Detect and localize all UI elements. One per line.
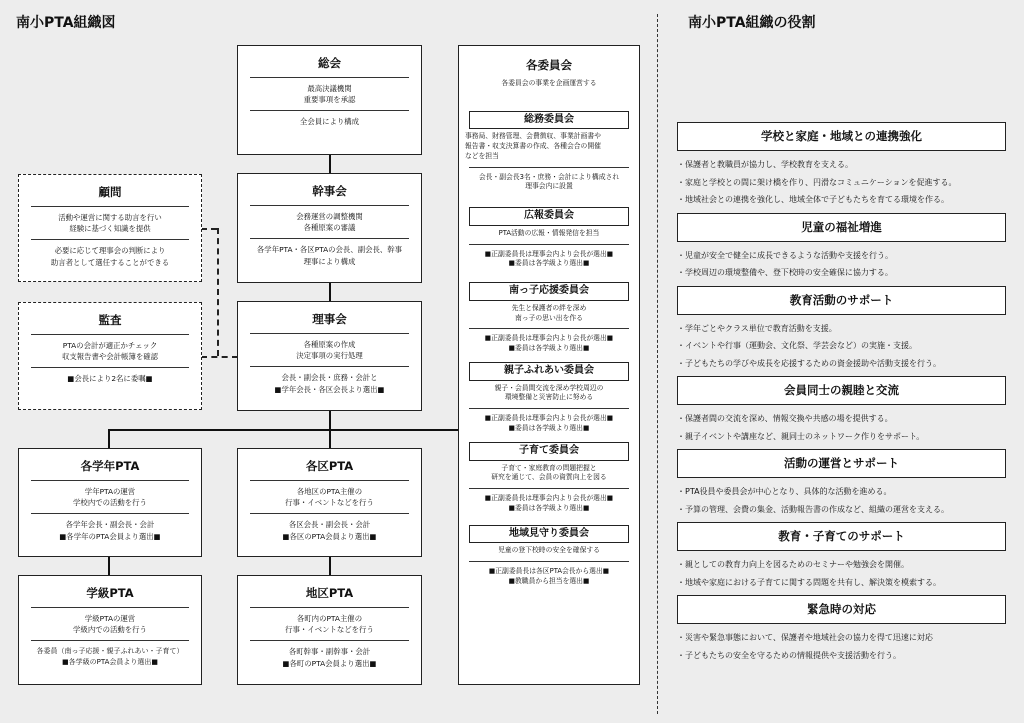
connector-rijikai-bus [329,410,331,430]
committee-mimamori [459,525,639,590]
committee-desc: 親子・会員間交流を深め学校周辺の 環境整備と災害防止に努める [494,383,604,402]
role-item: ・災害や緊急事態において、保護者や地域社会の協力を得て迅速に対応 [677,633,933,642]
committee-title: 親子ふれあい委員会 [469,362,629,381]
committees-title: 各委員会 [526,58,572,72]
committee-divider [469,561,629,562]
gakunen-note: 各学年会長・副会長・会計 ■各学年のPTA会員より選出■ [59,520,161,541]
role-heading: 教育活動のサポート [677,286,1006,315]
role-section [677,595,1006,664]
connector-bus-gakunen [108,430,110,449]
committee-note: ■正副委員長は理事会内より会長が選出■ ■委員は各学級より選出■ [484,494,614,513]
chiku-divider [250,607,409,608]
role-section [677,213,1006,286]
committee-soumu [459,111,639,196]
komon-note: 必要に応じて理事会の判断により 助言者として選任することができる [50,246,170,267]
kansa-divider-2 [31,367,189,368]
committee-desc: 先生と保護者の絆を深め 南っ子の思い出を作る [511,303,587,322]
kakuku-divider [250,480,409,481]
committee-note: ■正副委員長は各区PTA会長から選出■ ■教職員から担当を選出■ [488,567,610,586]
role-item: ・親子イベントや講座など、親同士のネットワーク作りをサポート。 [677,431,925,441]
rijikai-title: 理事会 [312,312,347,326]
connector-horizontal-bus [108,429,460,431]
committee-minamikko [459,282,639,357]
roles-list [677,122,1006,664]
role-heading: 会員同士の親睦と交流 [677,376,1006,405]
komon-title: 顧問 [98,185,122,199]
committee-title: 地域見守り委員会 [469,525,629,544]
role-items [677,478,1006,522]
committee-desc: 児童の登下校時の安全を確保する [498,546,600,555]
kansa-divider [31,334,189,335]
role-item: ・保護者間の交流を深め、情報交換や共感の場を提供する。 [677,414,893,423]
gakunen-desc: 学年PTAの運営 学校内での活動を行う [73,487,147,508]
gakkyu-divider [31,607,189,608]
role-item: ・児童が安全で健全に成長できるような活動や支援を行う。 [677,250,893,260]
rijikai-divider [250,333,409,334]
dashed-connector-kansa-rijikai [201,356,238,358]
kanjikai-divider [250,205,409,206]
kanjikai-title: 幹事会 [312,184,347,198]
role-item: ・イベントや行事（運動会、文化祭、学芸会など）の実施・支援。 [677,341,917,350]
role-heading: 学校と家庭・地域との連携強化 [677,122,1006,151]
committee-title: 子育て委員会 [469,442,629,461]
soukai-note: 全会員により構成 [299,117,360,127]
chiku-box [237,575,422,685]
role-item: ・学校周辺の環境整備や、登下校時の安全確保に協力する。 [677,268,893,277]
role-heading: 活動の運営とサポート [677,449,1006,478]
kanjikai-divider-2 [250,238,409,239]
role-item: ・予算の管理、会費の集金、活動報告書の作成など、組織の運営を支える。 [677,504,949,514]
connector-kakuku-chiku [329,556,331,576]
kansa-desc: PTAの会計が適正かチェック 収支報告書や会計帳簿を確認 [61,341,159,362]
org-chart-title: 南小PTA組織図 [16,15,116,31]
committee-note: ■正副委員長は理事会内より会長が選出■ ■委員は各学級より選出■ [484,414,614,433]
soukai-divider-2 [250,110,409,111]
role-section [677,122,1006,213]
chiku-divider-2 [250,640,409,641]
rijikai-note: 会長・副会長・庶務・会計と ■学年会長・各区会長より選出■ [274,373,385,394]
chiku-desc: 各町内のPTA主催の 行事・イベントなどを行う [285,614,374,635]
gakunen-divider [31,480,189,481]
role-section [677,376,1006,449]
role-item: ・地域社会との連携を強化し、地域全体で子どもたちを育てる環境を作る。 [677,195,949,204]
gakunen-box [18,448,202,557]
role-item: ・子どもたちの安全を守るための情報提供や支援活動を行う。 [677,650,901,660]
role-heading: 児童の福祉増進 [677,213,1006,242]
kanjikai-desc: 会務運営の調整機関 各種原案の審議 [296,212,363,233]
chiku-note: 各町幹事・副幹事・会計 ■各町のPTA会員より選出■ [282,647,377,668]
committee-title: 南っ子応援委員会 [469,282,629,301]
role-item: ・親としての教育力向上を図るためのセミナーや勉強会を開催。 [677,560,909,569]
role-heading: 教育・子育てのサポート [677,522,1006,551]
role-items [677,151,1006,213]
role-item: ・地域や家庭における子育てに関する問題を共有し、解決策を模索する。 [677,577,941,587]
soukai-title: 総会 [318,56,341,70]
kansa-title: 監査 [98,313,122,327]
committees-desc: 各委員会の事業を企画運営する [501,78,597,87]
committee-divider [469,244,629,245]
connector-gakunen-gakkyu [108,556,110,576]
committee-note: ■正副委員長は理事会内より会長が選出■ ■委員は各学級より選出■ [484,249,614,268]
committee-title: 総務委員会 [469,111,629,130]
committee-kouhou [459,207,639,272]
komon-divider-2 [31,239,189,240]
gakkyu-desc: 学級PTAの運営 学級内での活動を行う [73,614,147,635]
role-items [677,405,1006,449]
role-item: ・PTA役員や委員会が中心となり、具体的な活動を進める。 [677,487,892,496]
kansa-note: ■会長により2名に委嘱■ [67,374,153,384]
committee-note: ■正副委員長は理事会内より会長が選出■ ■委員は各学級より選出■ [484,334,614,353]
kakuku-divider-2 [250,513,409,514]
rijikai-desc: 各種原案の作成 決定事項の実行処理 [296,340,363,361]
committee-divider [469,167,629,168]
committee-title: 広報委員会 [469,207,629,226]
role-item: ・保護者と教職員が協力し、学校教育を支える。 [677,160,853,169]
committee-oyako [459,362,639,437]
role-heading: 緊急時の対応 [677,595,1006,624]
role-item: ・学年ごとやクラス単位で教育活動を支援。 [677,323,837,333]
dashed-connector-vertical [217,228,219,356]
rijikai-box [237,301,422,411]
gakkyu-note: 各委員（南っ子応援・親子ふれあい・子育て） ■各学級のPTA会員より選出■ [36,647,184,666]
kakuku-note: 各区会長・副会長・会計 ■各区のPTA会員より選出■ [282,520,377,541]
role-item: ・子どもたちの学びや成長を応援するための資金援助や活動支援を行う。 [677,358,941,368]
komon-box [18,174,202,282]
connector-kanjikai-rijikai [329,282,331,302]
connector-bus-kakuku [329,430,331,449]
soukai-desc: 最高決議機関 重要事項を承認 [303,84,356,105]
gakkyu-divider-2 [31,640,189,641]
kakuku-desc: 各地区のPTA主催の 行事・イベントなどを行う [285,487,374,508]
committee-divider [469,488,629,489]
soukai-box [237,45,422,155]
role-section [677,522,1006,595]
page-divider [657,14,658,714]
committee-desc: 子育て・家庭教育の問題把握と 研究を通じて、会員の資質向上を図る [491,463,607,482]
role-items [677,315,1006,377]
committee-divider [469,408,629,409]
kanjikai-note: 各学年PTA・各区PTAの会長、副会長、幹事 理事により構成 [256,245,403,266]
kanjikai-box [237,173,422,283]
committees-box [458,45,640,685]
komon-desc: 活動や運営に関する助言を行い 経験に基づく知識を提供 [58,213,162,234]
gakkyu-box [18,575,202,685]
chiku-title: 地区PTA [305,586,354,600]
gakkyu-title: 学級PTA [86,586,134,600]
role-items [677,551,1006,595]
committee-note: 会長・副会長3名・庶務・会計により構成され 理事会内に設置 [478,172,620,191]
gakunen-title: 各学年PTA [80,459,140,473]
kakuku-box [237,448,422,557]
roles-title: 南小PTA組織の役割 [688,15,816,31]
role-items [677,624,1006,664]
committee-desc: PTA活動の広報・情報発信を担当 [498,228,600,237]
committee-desc: 事務局、財務管理、会費徴収、事業計画書や 報告書・収支決算書の作成、各種会合の開催 などを担当 [465,132,601,160]
rijikai-divider-2 [250,366,409,367]
gakunen-divider-2 [31,513,189,514]
dashed-connector-komon [201,228,217,230]
kansa-box [18,302,202,410]
komon-divider [31,206,189,207]
committee-kosodate [459,442,639,517]
kakuku-title: 各区PTA [305,459,354,473]
connector-soukai-kanjikai [329,154,331,174]
role-items [677,242,1006,286]
role-section [677,449,1006,522]
role-item: ・家庭と学校との間に架け橋を作り、円滑なコミュニケーションを促進する。 [677,177,957,187]
soukai-divider [250,77,409,78]
role-section [677,286,1006,377]
committee-divider [469,328,629,329]
